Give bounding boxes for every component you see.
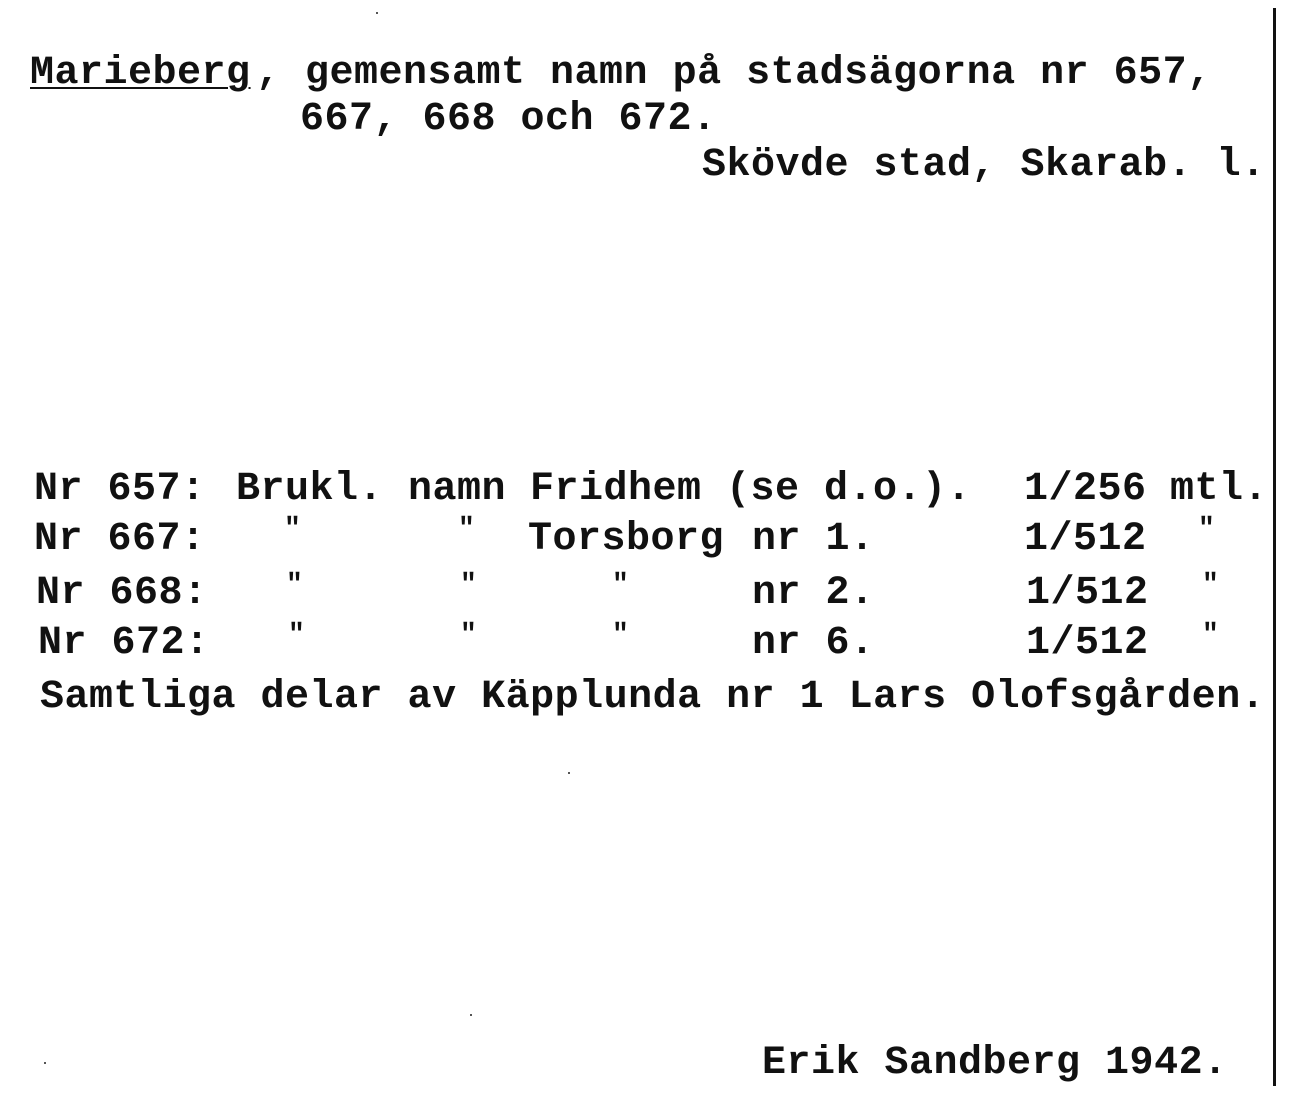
- speck: [376, 12, 378, 14]
- row-share: 1/256: [1024, 467, 1147, 512]
- row-nr: Nr 667:: [34, 517, 206, 562]
- row-name: Torsborg: [528, 517, 725, 562]
- row-part: nr 6.: [752, 621, 875, 666]
- row-type: Brukl.: [236, 467, 384, 512]
- row-nr: Nr 657:: [34, 467, 206, 512]
- location: Skövde stad, Skarab. l.: [702, 143, 1266, 188]
- card-right-edge: [1273, 8, 1276, 1086]
- place-description-line2: 667, 668 och 672.: [300, 97, 717, 142]
- ditto-mark: ": [458, 514, 476, 545]
- row-nr: Nr 672:: [38, 621, 210, 666]
- row-kind: namn: [408, 467, 507, 512]
- speck: [44, 1062, 46, 1064]
- ditto-mark: ": [1202, 620, 1220, 651]
- row-unit: mtl.: [1170, 467, 1269, 512]
- ditto-mark: ": [612, 570, 630, 601]
- row-share: 1/512: [1024, 517, 1147, 562]
- row-part: nr 1.: [752, 517, 875, 562]
- speck: [470, 1014, 472, 1016]
- ditto-mark: ": [1198, 514, 1216, 545]
- ditto-mark: ": [612, 620, 630, 651]
- speck: [568, 772, 570, 774]
- row-name: Fridhem (se d.o.).: [530, 467, 972, 512]
- ditto-mark: ": [284, 514, 302, 545]
- row-part: nr 2.: [752, 571, 875, 616]
- row-share: 1/512: [1026, 621, 1149, 666]
- ditto-mark: ": [460, 570, 478, 601]
- ditto-mark: ": [1202, 570, 1220, 601]
- ditto-mark: ": [460, 620, 478, 651]
- signature: Erik Sandberg 1942.: [762, 1041, 1228, 1086]
- place-description: , gemensamt namn på stadsägorna nr 657,: [256, 51, 1212, 96]
- ditto-mark: ": [288, 620, 306, 651]
- row-nr: Nr 668:: [36, 571, 208, 616]
- ditto-mark: ": [286, 570, 304, 601]
- place-name: Marieberg: [30, 51, 251, 96]
- summary-line: Samtliga delar av Käpplunda nr 1 Lars Olofsgården.: [40, 675, 1266, 720]
- row-share: 1/512: [1026, 571, 1149, 616]
